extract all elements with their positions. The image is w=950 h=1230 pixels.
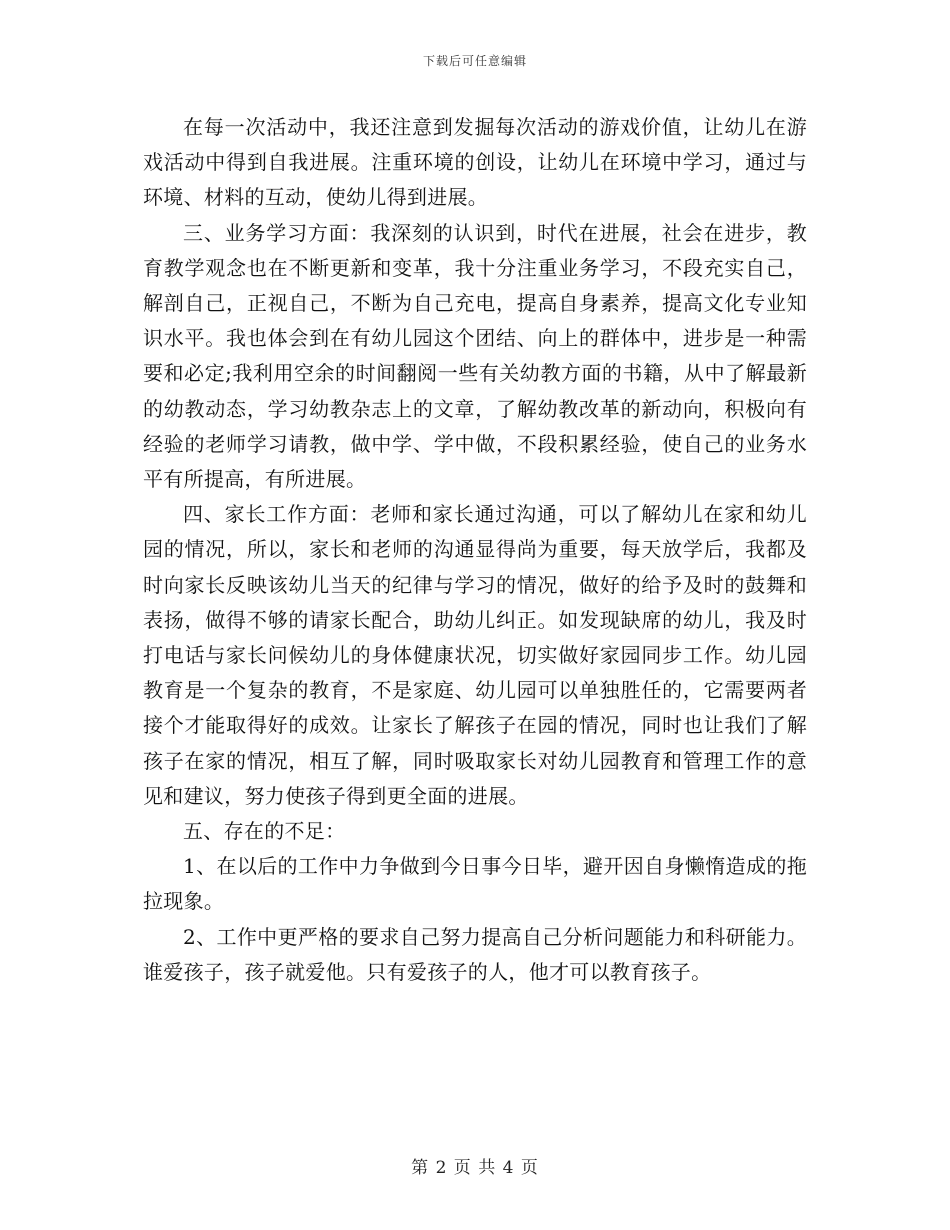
paragraph-activities: 在每一次活动中，我还注意到发掘每次活动的游戏价值，让幼儿在游戏活动中得到自我进展。注重环境的创设，让幼儿在环境中学习，通过与环境、材料的互动，使幼儿得到进展。 [143,115,807,210]
paragraph-shortcomings-heading: 五、存在的不足： [183,819,346,844]
page-header: 下载后可任意编辑 [422,54,527,68]
paragraph-parent-work: 四、家长工作方面：老师和家长通过沟通，可以了解幼儿在家和幼儿园的情况，所以，家长和老师的沟通显得尚为重要，每天放学后，我都及时向家长反映该幼儿当天的纪律与学习的情况，做好的给予及时的鼓舞和表扬，做得不够的请家长配合，助幼儿纠正。如发现缺席的幼儿，我及时打电话与家长问候幼儿的身体健康状况，切实做好家园同步工作。幼儿园教育是一个复杂的教育，不是家庭、幼儿园可以单独胜任的，它需要两者接个才能取得好的成效。让家长了解孩子在园的情况，同时也让我们了解孩子在家的情况，相互了解，同时吸取家长对幼儿园教育和管理工作的意见和建议，努力使孩子得到更全面的进展。 [143,502,807,808]
paragraph-shortcoming-1: 1、在以后的工作中力争做到今日事今日毕，避开因自身懒惰造成的拖拉现象。 [143,854,807,914]
page-footer: 第 2 页 共 4 页 [411,1158,539,1178]
paragraph-shortcoming-2: 2、工作中更严格的要求自己努力提高自己分析问题能力和科研能力。谁爱孩子，孩子就爱他。只有爱孩子的人，他才可以教育孩子。 [143,924,807,984]
paragraph-professional-study: 三、业务学习方面：我深刻的认识到，时代在进展，社会在进步，教育教学观念也在不断更新和变革，我十分注重业务学习，不段充实自己，解剖自己，正视自己，不断为自己充电，提高自身素养，提高文化专业知识水平。我也体会到在有幼儿园这个团结、向上的群体中，进步是一种需要和必定;我利用空余的时间翻阅一些有关幼教方面的书籍，从中了解最新的幼教动态，学习幼教杂志上的文章，了解幼教改革的新动向，积极向有经验的老师学习请教，做中学、学中做，不段积累经验，使自己的业务水平有所提高，有所进展。 [143,220,807,492]
document-body [143,110,807,990]
